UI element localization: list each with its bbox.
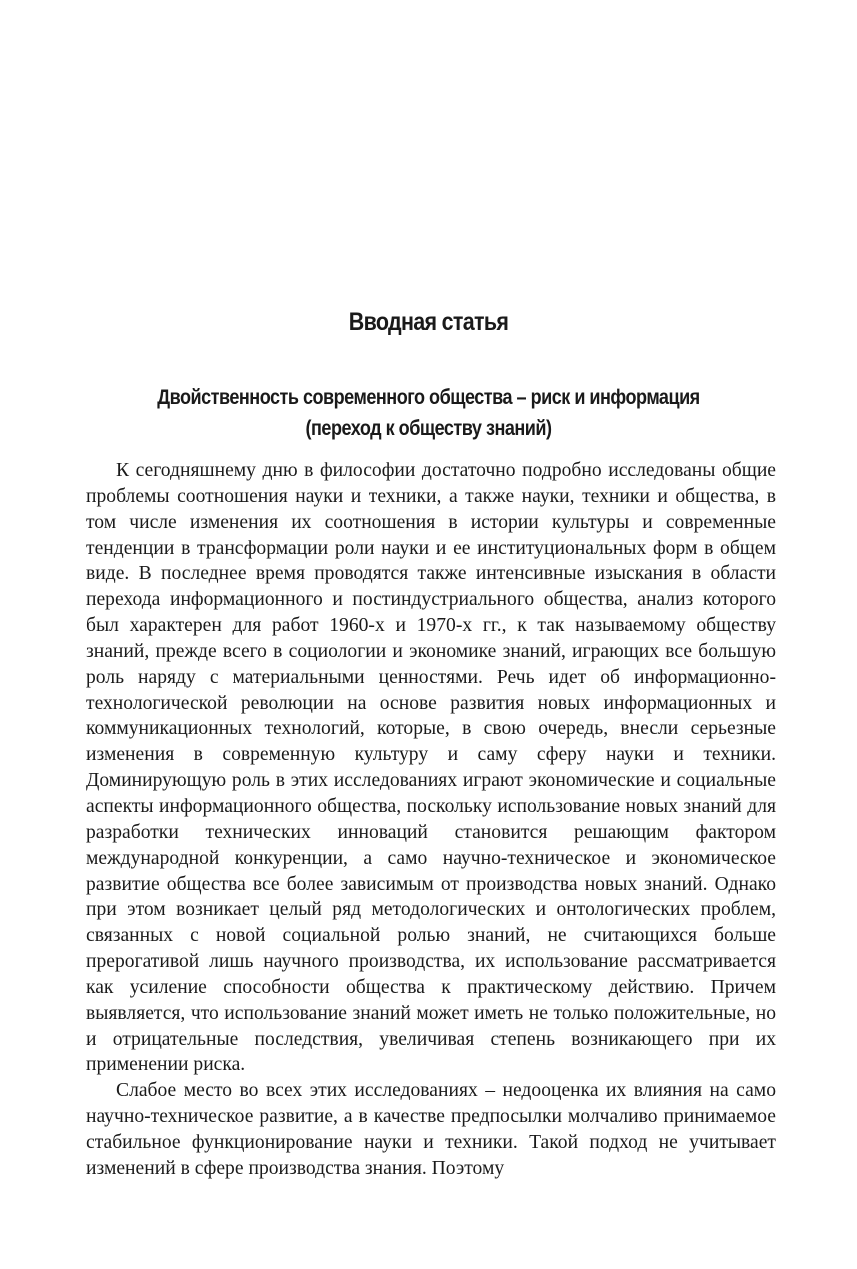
section-title-line-2: (переход к обществу знаний)	[305, 416, 552, 440]
chapter-title: Вводная статья	[348, 308, 509, 336]
section-title	[119, 382, 738, 444]
section-title-line-1: Двойственность современного общества – риск и информация	[157, 385, 700, 409]
body-text	[86, 458, 776, 1182]
paragraph-1: К сегодняшнему дню в философии достаточно подробно исследованы общие проблемы соотношения науки и техники, а также науки, техники и общества, в том числе изменения их соотношения в истории культуры и современные тенденции в трансформации роли науки и ее институциональных форм в общем виде. В последнее время проводятся также интенсивные изыскания в области перехода информационного и постиндустриального общества, анализ которого был характерен для работ 1960-х и 1970-х гг., к так называемому обществу знаний, прежде всего в социологии и экономике знаний, играющих все большую роль наряду с материальными ценностями. Речь идет об информационно-технологической революции на основе развития новых информационных и коммуникационных технологий, которые, в свою очередь, внесли серьезные изменения в современную культуру и саму сферу науки и техники. Доминирующую роль в этих исследованиях играют экономические и социальные аспекты информационного общества, поскольку использование новых знаний для разработки технических инноваций становится решающим фактором международной конкуренции, а само научно-техническое и экономическое развитие общества все более зависимым от производства новых знаний. Однако при этом возникает целый ряд методологических и онтологических проблем, связанных с новой социальной ролью знаний, не считающихся больше прерогативой лишь научного производства, их использование рассматривается как усиление способности общества к практическому действию. Причем выявляется, что использование знаний может иметь не только положительные, но и отрицательные последствия, увеличивая степень возникающего при их применении риска.	[86, 460, 776, 1076]
paragraph-2: Слабое место во всех этих исследованиях – недооценка их влияния на само научно-техническое развитие, а в качестве предпосылки молчаливо принимаемое стабильное функционирование науки и техники. Такой подход не учитывает изменений в сфере производства знания. Поэтому	[86, 1080, 776, 1179]
